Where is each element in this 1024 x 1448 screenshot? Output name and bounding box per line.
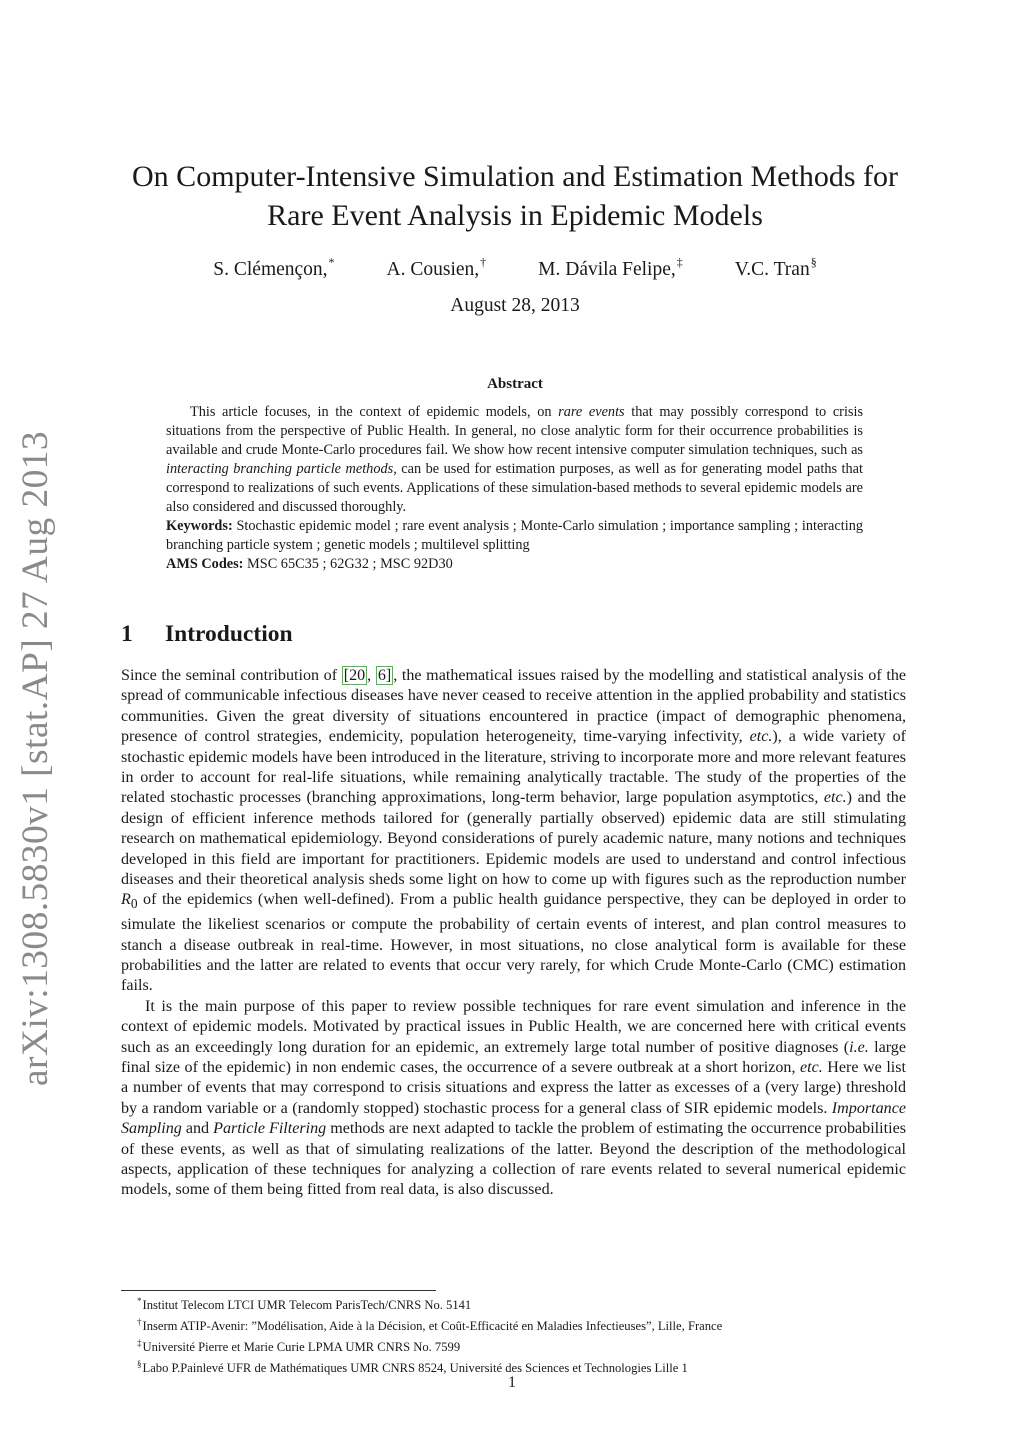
text-run: ), a wide variety of stochastic epidemic models have been introduced in the literature, striving to incorporate more and more relevant features in order to account for real-life situations, while remaining analytically tractable. The study of the properties of the related stochastic processes (branching approximations, long-term behavior, large population asymptotics, <box>121 728 906 807</box>
author-footnote-mark: § <box>810 255 817 269</box>
emphasis: R <box>121 891 131 909</box>
footnote-mark: ‡ <box>137 1338 142 1348</box>
abstract-text-run: , can be used for estimation purposes, as well as for generating model paths that correspond to realizations of such events. Applications of these simulation-based methods to several epidemic models are also considered and discussed thoroughly. <box>166 461 863 515</box>
abstract-text-run: that may possibly correspond to crisis situations from the perspective of Public Health. In general, no close analytic form for their occurrence probabilities is available and crude Monte-Carlo procedures fail. We show how recent intensive computer simulation techniques, such as <box>166 404 864 458</box>
page-number: 1 <box>508 1374 516 1391</box>
author-list <box>110 255 920 281</box>
text-run: Since the seminal contribution of <box>121 667 342 684</box>
title-line: Rare Event Analysis in Epidemic Models <box>267 199 763 232</box>
text-run: methods are next adapted to tackle the problem of estimating the occurrence probabilities of these events, as well as that of simulating realizations of the latter. Beyond the description of the methodological aspects, application of these techniques for analyzing a collection of rare events related to several numerical epidemic models, some of them being fitted from real data, is also discussed. <box>121 1120 906 1199</box>
author: S. Clémençon,* <box>213 255 335 280</box>
footnote-mark: * <box>137 1296 142 1306</box>
arxiv-identifier-text: arXiv:1308.5830v1 [stat.AP] 27 Aug 2013 <box>15 430 57 1086</box>
section-heading <box>121 621 293 648</box>
citation-link[interactable]: 6] <box>377 667 392 684</box>
text-run: , the mathematical issues raised by the modelling and statistical analysis of the spread of communicable infectious diseases have never ceased to receive attention in the applied probability and statistics communities. Given the great diversity of situations encountered in practice (impact of demographic phenomena, presence of control strategies, endemicity, population heterogeneity, time-varying infectivity, <box>121 667 907 746</box>
emphasis: Particle Filtering <box>213 1120 327 1138</box>
citation-link[interactable]: [20 <box>343 667 366 684</box>
text-run: , <box>367 667 376 684</box>
footnote-text: Labo P.Painlevé UFR de Mathématiques UMR CNRS 8524, Université des Sciences et Technologies Lille 1 <box>142 1361 688 1375</box>
arxiv-identifier-stamp <box>8 430 64 1086</box>
footnote <box>137 1314 722 1335</box>
emphasis: etc. <box>749 728 773 746</box>
text-run: ) and the design of efficient inference methods tailored for (generally partially observed) epidemic data are still stimulating research on mathematical epidemiology. Beyond considerations of purely academic nature, many notions and techniques developed in this field are important for practitioners. Epidemic models are used to understand and control infectious diseases and their theoretical analysis sheds some light on how to come up with figures such as the reproduction number <box>121 789 906 889</box>
abstract <box>166 403 863 574</box>
body-paragraph <box>121 997 906 1201</box>
title-line: On Computer-Intensive Simulation and Estimation Methods for <box>132 160 898 193</box>
text-run: Here we list a number of events that may correspond to crisis situations and express the latter as excesses of a (very large) threshold by a random variable or a (randomly stopped) stochastic process for a general class of SIR epidemic models. <box>121 1058 907 1117</box>
footnotes <box>137 1293 722 1377</box>
author: V.C. Tran§ <box>734 255 817 280</box>
text-run: of the epidemics (when well-defined). From a public health guidance perspective, they can be deployed in order to simulate the likeliest scenarios or compute the probability of certain events of interest, and plan control measures to stanch a disease outbreak in real-time. However, in most situations, no close analytical form is available for these probabilities and the latter are related to events that occur very rarely, for which Crude Monte-Carlo (CMC) estimation fails. <box>121 891 906 995</box>
emphasis: i.e. <box>849 1038 869 1056</box>
abstract-body <box>166 403 863 517</box>
abstract-heading: Abstract <box>487 376 543 392</box>
keywords <box>166 517 863 555</box>
section-number: 1 <box>121 621 133 647</box>
abstract-emphasis: interacting branching particle methods <box>166 461 394 477</box>
author: A. Cousien,† <box>386 255 487 280</box>
abstract-text-run: This article focuses, in the context of epidemic models, on <box>190 404 559 420</box>
author-footnote-mark: ‡ <box>676 255 683 269</box>
footnote <box>137 1293 722 1314</box>
ams-codes-label: AMS Codes: <box>166 556 244 572</box>
footnote-text: Université Pierre et Marie Curie LPMA UMR CNRS No. 7599 <box>142 1340 461 1354</box>
text-run: large final size of the epidemic) in non endemic cases, the occurrence of a severe outbreak at a short horizon, <box>121 1038 906 1076</box>
footnote-mark: § <box>137 1359 142 1369</box>
ams-codes <box>166 555 863 574</box>
abstract-emphasis: rare events <box>558 404 625 420</box>
publication-date: August 28, 2013 <box>450 295 580 316</box>
emphasis: etc. <box>823 789 847 807</box>
emphasis: Importance Sampling <box>121 1099 906 1138</box>
author: M. Dávila Felipe,‡ <box>538 255 683 280</box>
author-footnote-mark: † <box>480 255 487 269</box>
subscript: 0 <box>130 896 138 912</box>
text-run: and <box>181 1120 214 1138</box>
footnote-text: Inserm ATIP-Avenir: ”Modélisation, Aide à la Décision, et Coût-Efficacité en Maladies Infectieuses”, Lille, France <box>142 1319 723 1333</box>
footnote-text: Institut Telecom LTCI UMR Telecom ParisTech/CNRS No. 5141 <box>142 1298 472 1312</box>
section-title: Introduction <box>165 621 293 647</box>
footnote-rule <box>121 1290 436 1291</box>
footnote-mark: † <box>137 1317 142 1327</box>
emphasis: etc. <box>800 1058 823 1076</box>
footnote <box>137 1335 722 1356</box>
paper-title <box>110 157 920 235</box>
keywords-label: Keywords: <box>166 518 233 534</box>
keywords-text: Stochastic epidemic model ; rare event analysis ; Monte-Carlo simulation ; importance sampling ; interacting branching particle system ; genetic models ; multilevel splitting <box>166 518 863 553</box>
author-footnote-mark: * <box>328 255 335 269</box>
text-run: It is the main purpose of this paper to review possible techniques for rare event simulation and inference in the context of epidemic models. Motivated by practical issues in Public Health, we are concerned here with critical events such as an exceedingly long duration for an epidemic, an extremely large total number of positive diagnoses ( <box>121 997 906 1056</box>
body-paragraph <box>121 666 906 997</box>
ams-codes-text: MSC 65C35 ; 62G32 ; MSC 92D30 <box>243 556 453 572</box>
body-text <box>121 666 906 1201</box>
